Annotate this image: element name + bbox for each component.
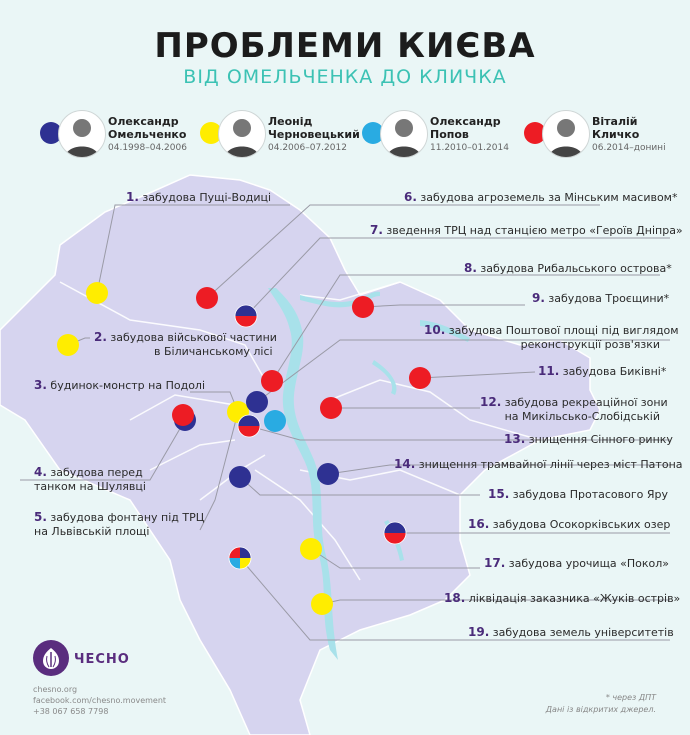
footnote: * через ДПТ Дані із відкритих джерел. <box>545 693 656 714</box>
map-marker-12[interactable] <box>320 397 342 419</box>
mayor-name: Олександр Омельченко <box>108 115 187 141</box>
mayor-term: 06.2014–донині <box>592 143 666 153</box>
facebook-link[interactable]: facebook.com/chesno.movement <box>33 696 167 705</box>
chesno-logo-icon <box>33 640 69 676</box>
mayor-term: 04.2006–07.2012 <box>268 143 347 153</box>
map-marker-1[interactable] <box>86 282 108 304</box>
mayor-term: 04.1998–04.2006 <box>108 143 187 153</box>
issue-label-15: 15. забудова Протасового Яру <box>488 487 668 501</box>
mayor-name: Олександр Попов <box>430 115 501 141</box>
brand-name: ЧЕСНО <box>74 652 130 667</box>
map-marker-15[interactable] <box>238 415 260 437</box>
map-marker-7[interactable] <box>235 305 257 327</box>
portrait-icon <box>542 110 590 158</box>
map-marker-19[interactable] <box>229 547 251 569</box>
map-marker-11[interactable] <box>409 367 431 389</box>
page-subtitle: ВІД ОМЕЛЬЧЕНКА ДО КЛИЧКА <box>183 66 507 88</box>
map-marker-2[interactable] <box>57 334 79 356</box>
issue-label-4: 4. забудова перед танком на Шулявці <box>34 465 146 493</box>
map-marker-13[interactable] <box>264 410 286 432</box>
portrait-icon <box>58 110 106 158</box>
issue-label-10: 10. забудова Поштової площі під виглядом реконструкції розв'язки <box>424 323 679 351</box>
mayor-term: 11.2010–01.2014 <box>430 143 509 153</box>
issue-label-13: 13. знищення Сінного ринку <box>504 432 673 446</box>
issue-label-19: 19. забудова земель університетів <box>468 625 674 639</box>
issue-label-16: 16. забудова Осокорківських озер <box>468 517 671 531</box>
map-marker-17[interactable] <box>300 538 322 560</box>
map-marker-5[interactable] <box>229 466 251 488</box>
issue-label-6: 6. забудова агроземель за Мінським масивом* <box>404 190 678 204</box>
issue-label-7: 7. зведення ТРЦ над станцією метро «Героїв Дніпра» <box>370 223 683 237</box>
issue-label-9: 9. забудова Троєщини* <box>532 291 670 305</box>
issue-label-3: 3. будинок-монстр на Подолі <box>34 378 206 392</box>
map-marker-18[interactable] <box>311 593 333 615</box>
site-link[interactable]: chesno.org <box>33 685 78 694</box>
map-marker-9[interactable] <box>352 296 374 318</box>
portrait-icon <box>380 110 428 158</box>
issue-label-11: 11. забудова Биківні* <box>538 364 667 378</box>
issue-label-8: 8. забудова Рибальського острова* <box>464 261 672 275</box>
issue-label-17: 17. забудова урочища «Покол» <box>484 556 670 570</box>
map-marker-16[interactable] <box>384 522 406 544</box>
issue-label-1: 1. забудова Пущі-Водиці <box>126 190 272 204</box>
issue-label-5: 5. забудова фонтану під ТРЦ на Львівській площі <box>34 510 205 538</box>
issue-label-18: 18. ліквідація заказника «Жуків острів» <box>444 591 681 605</box>
contacts <box>33 684 166 717</box>
map-marker-8[interactable] <box>261 370 283 392</box>
map-marker-6[interactable] <box>196 287 218 309</box>
map-marker-14[interactable] <box>317 463 339 485</box>
map-marker-10[interactable] <box>246 391 268 413</box>
portrait-icon <box>218 110 266 158</box>
issue-label-2: 2. забудова військової частини в Біличанському лісі <box>94 330 277 358</box>
phone: +38 067 658 7798 <box>33 707 109 716</box>
map-marker[interactable] <box>172 404 194 426</box>
page-title: ПРОБЛЕМИ КИЄВА <box>154 26 536 66</box>
mayor-name: Леонід Черновецький <box>268 115 360 141</box>
issue-label-14: 14. знищення трамвайної лінії через міст Патона <box>394 457 683 471</box>
issue-label-12: 12. забудова рекреаційної зони на Микільсько-Слобідській <box>480 395 668 423</box>
mayor-name: Віталій Кличко <box>592 115 640 141</box>
